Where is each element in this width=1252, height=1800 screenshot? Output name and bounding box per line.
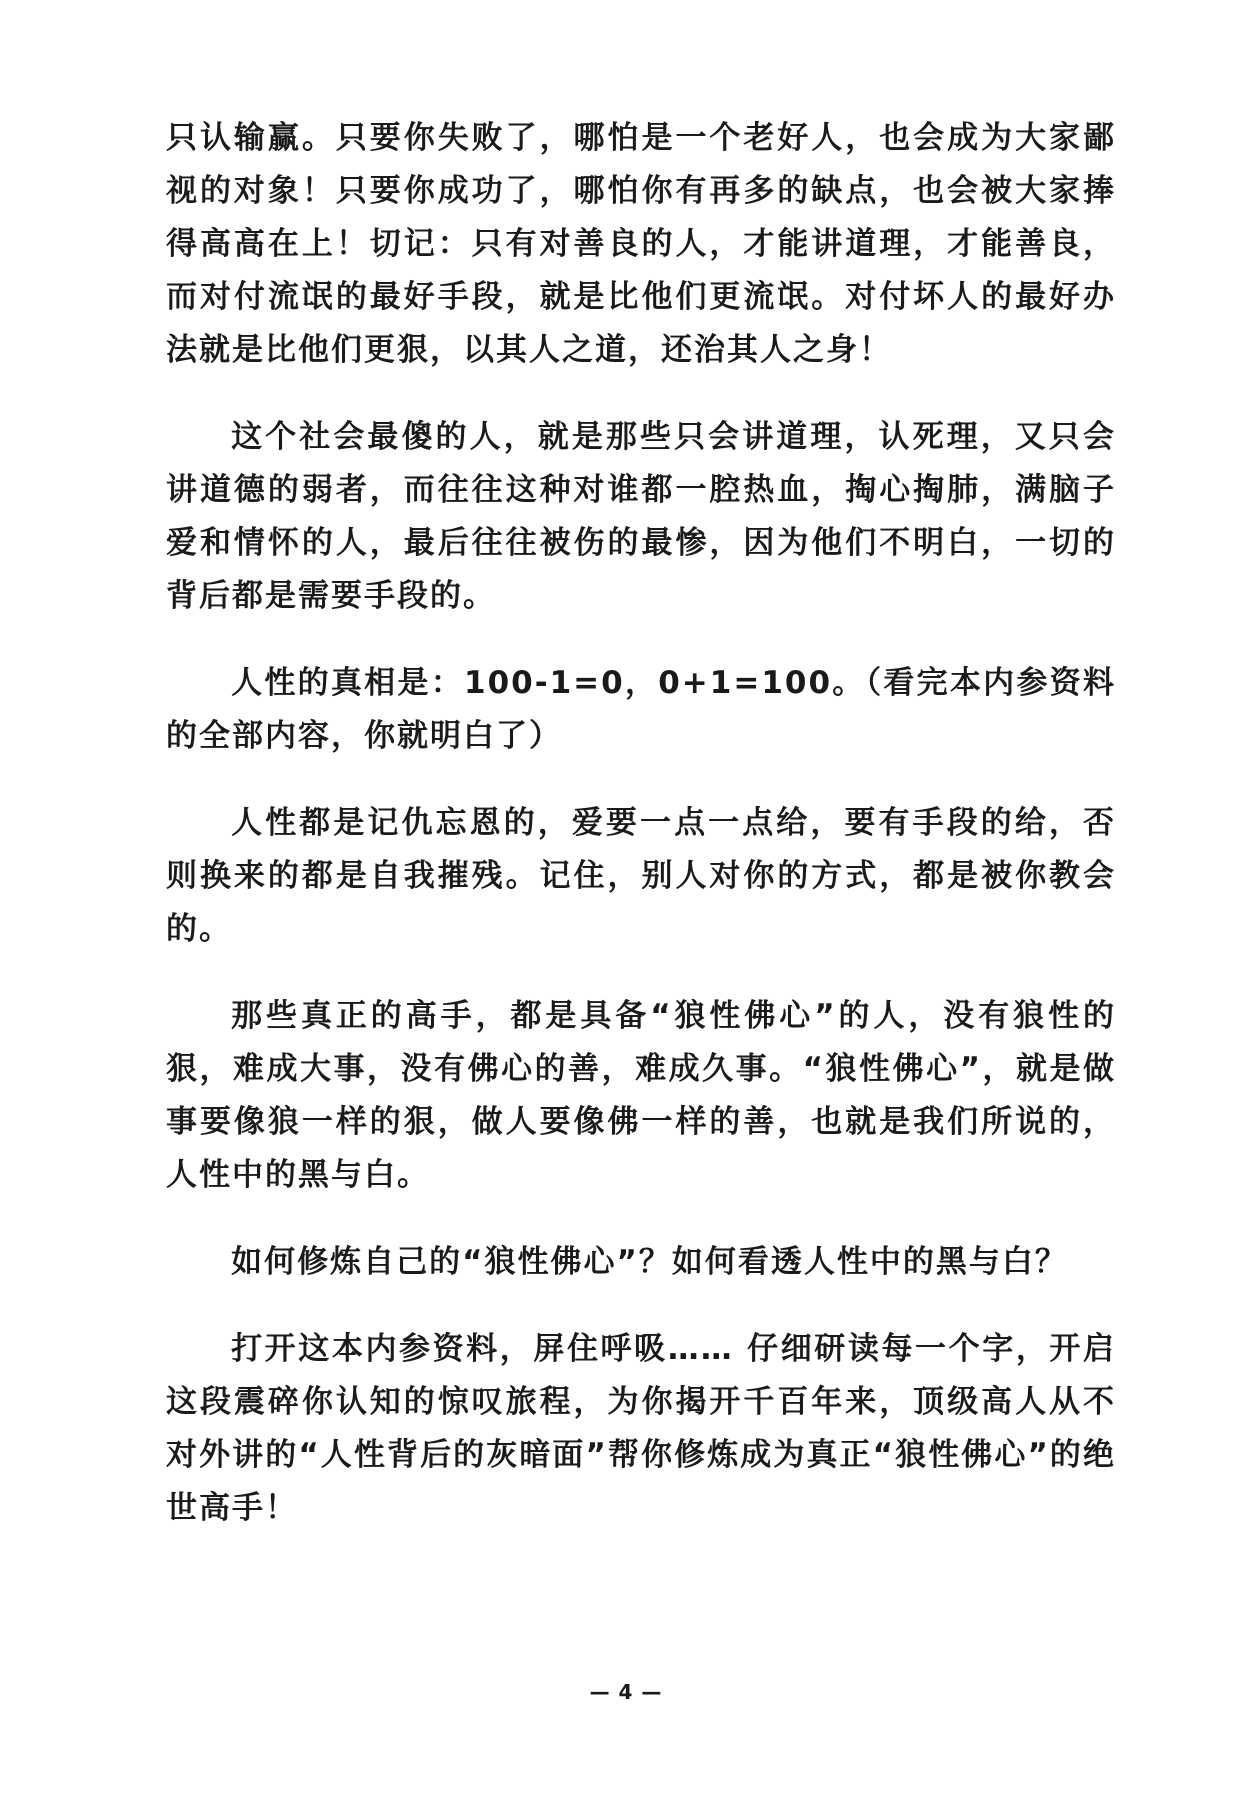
paragraph-3: 人性的真相是：100-1=0，0+1=100。（看完本内参资料的全部内容，你就明白了）	[166, 665, 1116, 754]
paragraph-gap	[166, 763, 1116, 797]
paragraph-gap	[166, 1202, 1116, 1236]
paragraph-5: 那些真正的高手，都是具备“狼性佛心”的人，没有狼性的狠，难成大事，没有佛心的善，难成久事。“狼性佛心”，就是做事要像狼一样的狠，做人要像佛一样的善，也就是我们所说的，人性中的黑与白。	[166, 998, 1116, 1193]
paragraph-4: 人性都是记仇忘恩的，爱要一点一点给，要有手段的给，否则换来的都是自我摧残。记住，别人对你的方式，都是被你教会的。	[166, 805, 1116, 947]
paragraph-gap	[166, 1289, 1116, 1323]
paragraph-gap	[166, 623, 1116, 657]
paragraph-2: 这个社会最傻的人，就是那些只会讲道理，认死理，又只会讲道德的弱者，而往往这种对谁都一腔热血，掏心掏肺，满脑子爱和情怀的人，最后往往被伤的最惨，因为他们不明白，一切的背后都是需要手段的。	[166, 419, 1116, 614]
paragraph-gap	[166, 377, 1116, 411]
paragraph-6: 如何修炼自己的“狼性佛心”？如何看透人性中的黑与白？	[231, 1244, 1068, 1280]
paragraph-1: 只认输赢。只要你失败了，哪怕是一个老好人，也会成为大家鄙视的对象！只要你成功了，哪怕你有再多的缺点，也会被大家捧得高高在上！切记：只有对善良的人，才能讲道理，才能善良，而对付流氓的最好手段，就是比他们更流氓。对付坏人的最好办法就是比他们更狠，以其人之道，还治其人之身！	[166, 120, 1116, 368]
page-number: — 4 —	[589, 1680, 663, 1704]
paragraph-7: 打开这本内参资料，屏住呼吸…… 仔细研读每一个字，开启这段震碎你认知的惊叹旅程，为你揭开千百年来，顶级高人从不对外讲的“人性背后的灰暗面”帮你修炼成为真正“狼性佛心”的绝世高手！	[166, 1331, 1116, 1526]
paragraph-gap	[166, 956, 1116, 990]
page-body	[166, 112, 1116, 1535]
